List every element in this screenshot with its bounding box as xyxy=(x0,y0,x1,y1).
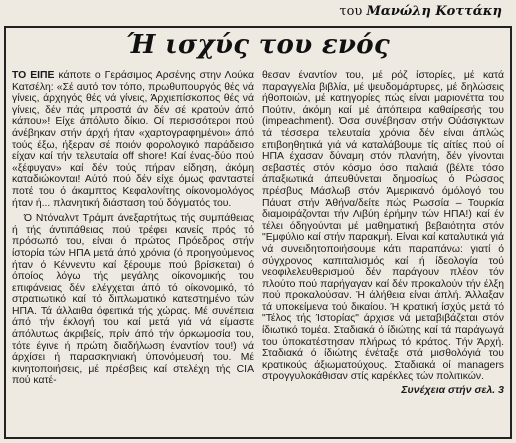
paragraph-1 xyxy=(12,70,254,209)
article-title: Ή ισχύς του ενός xyxy=(125,30,391,60)
column-left xyxy=(12,70,254,435)
continued-on-page[interactable]: Συνέχεια στήν σελ. 3 xyxy=(401,384,504,397)
paragraph-3: θεσαν έναντίον του, μέ ρόζ ίστορίες, μέ κατά παραγγελία βιβλία, μέ ψευδομάρτυρες, μέ δηλώσεις ήθοποιών, μέ κατηγορίες πώς είναι μαριονέττα του Πούτιν, άκόμη καί μέ άπόπειρα καθαίρεσής του (impeachment). Όσα συνέβησαν στήν Ούάσιγκτων τά τέσσερα τελευταία χρόνια δέν είναι άπλώς επιβοηθητικά γιά νά καταλάβουμε τίς αίτίες πού οί ΗΠΑ έχασαν δύναμη στόν πλανήτη, δέν γίνονται σεβαστές στόν κόσμο όσο παλαιά (βέλτε τόσο άπαξιωτικά άπευθύνεται δημοσίως ό Ρώσσος πρέσβυς Μάσλωβ στόν Άμερικανό όμόλογό του Πάυατ στήν Άθήνα/δείτε πώς Ρωσσία – Τουρκία διαμοιράζονται τήν Λιβύη έρήμην τών ΗΠΑ!) καί έν τέλει όδηγούνται μέ μαθηματική βεβαιότητα στόν "Εμφύλιο καί στήν παρακμή. Είναι καί καταλυτικά γιά νά συνειδητοποιήσουμε κάτι παραπάνω: γιατί ό σύγχρονος καπιταλισμός καί ή ίδεολογία τού νεοφιλελευθερισμού δέν παράγουν πλέον τόν πλούτο πού παρήγαγαν καί δέν προκαλούν τήν έλξη πού προκαλούσαν. Ή άλήθεια είναι άπλή. Άλλαξαν τά υποκείμενα τού δικαίου. Ή κρατική ίσχύς μετά τό "Τέλος τής Ίστορίας" άρχισε νά μεταβιβάζεται στόν ίδιωτικό τομέα. Σταδιακά ό ίδιώτης καί τά παράγωγά του ύποκατέστησαν πλήρως τό κράτος. Τήν Άρχή. Σταδιακά ό ίδιώτης ένέταξε στά μισθολόγιά του κρατικούς άξιωματούχους. Σταδιακά οί managers στρογγυλοκάθισαν στίς καρέκλες τών πολιτικών. xyxy=(262,70,504,383)
byline-prefix: του xyxy=(339,4,363,19)
paragraph-2: Ό Ντόναλντ Τράμπ άνεξαρτήτως τής συμπάθειας ή τής άντιπάθειας πού τρέφει κανείς πρός τό πρόσωπό του, είναι ό πρώτος Πρόεδρος στήν ίστορία τών ΗΠΑ μετά άπό χρόνια (ό προηγούμενος ήταν ό Κέννεντυ καί ξέρουμε πού βρίσκεται) ό όποίος λόγω τής μεγάλης οίκονομικής του επιφάνειας δέν ελέγχεται άπό τό οίκονομικό, τό στρατιωτικό καί τό διπλωματικό κατεστημένο τών ΗΠΑ. Τά άλλαιθα όφειτικά τής χώρας. Μέ συνέπεια άπό τήν έκλογή του καί μετά γιά νά είμαστε άπόλυτως άκριβείς, πρίν άπό τήν όρκωμοσία του, τότε έγινε ή πρώτη διαδήλωση έναντίον του!) νά άρχίσει ή παρασκηνιακή ύπονόμευσή του. Μέ κινητοποιήσεις, μέ πρέσβεις καί στελέχη τής CIA πού κατέ- xyxy=(12,213,254,387)
lead-in: ΤΟ ΕΙΠΕ xyxy=(12,70,55,81)
paragraph-1-text: κάποτε ο Γεράσιμος Αρσένης στην Λούκα Κατσέλη: «Σέ αυτό τον τόπο, πρωθυπουργός θές νά γίνεις, άρχηγός θές νά γίνεις, Άρχιεπίσκοπος θές νά γίνεις, δέν πάς μπροστά άν δέν σέ κρατούν άπό κάπου»! Είχε άπόλυτο δίκιο. Οί περισσότεροι πού άνέβηκαν στήν άρχή ήταν «χαρτογραφημένοι» άπό τούς έξω, ήξεραν σέ ποιόν φορολογικό παράδεισο είχαν καί τήν τελευταία off shore! Καί ένας-δύο πού «ξέφυγαν» καί δέν τούς πήραν είδηση, άκόμη καταδιώκονται! Αύτό πού δέν είχε όμως φανταστεί ποτέ του ό άκαμπτος Κεφαλονίτης οίκονομολόγος ήταν ή... πλανητική διάσταση τού δόγματός του. xyxy=(12,70,254,209)
byline xyxy=(339,4,502,19)
author-name: Μανώλη Κοττάκη xyxy=(366,4,502,19)
column-right xyxy=(262,70,504,435)
article-body xyxy=(12,70,504,435)
